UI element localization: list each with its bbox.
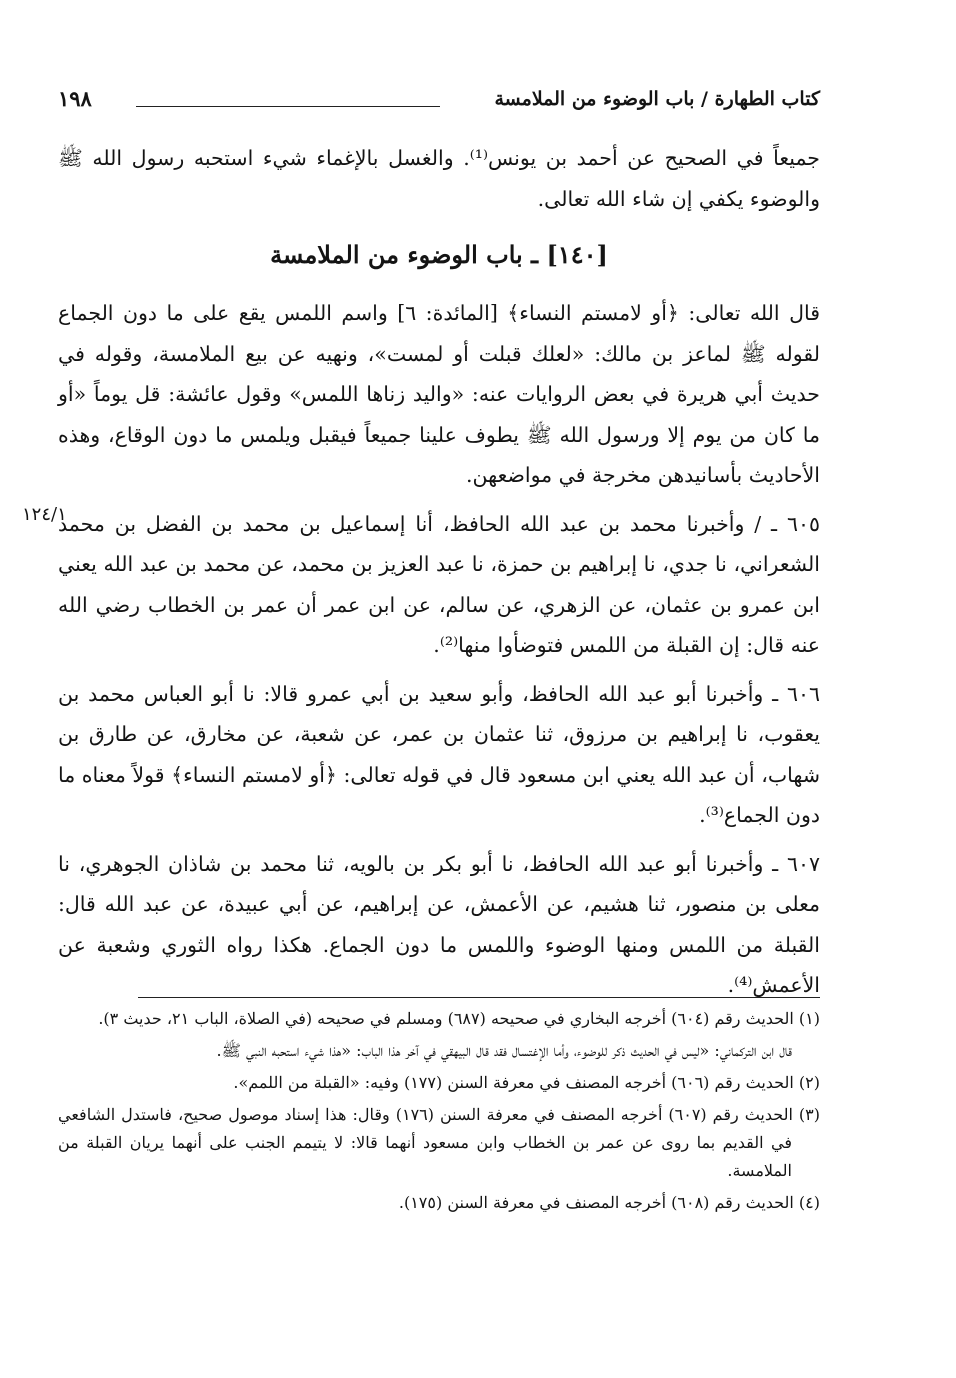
footnote-4: (٤) الحديث رقم (٦٠٨) أخرجه المصنف في معرفة السنن (١٧٥). xyxy=(398,1193,820,1212)
footnotes xyxy=(58,1005,820,1221)
footnote-1: (١) الحديث رقم (٦٠٤) أخرجه البخاري في صحيحه (٦٨٧) ومسلم في صحيحه (في الصلاة، الباب ٢١، حديث ٣). xyxy=(98,1009,820,1028)
footnotes-rule xyxy=(138,997,820,998)
hadith-605-wrap xyxy=(22,503,820,666)
hadith-606: ٦٠٦ ـ وأخبرنا أبو عبد الله الحافظ، وأبو سعيد بن أبي عمرو قالا: نا أبو العباس محمد بن يعقوب، نا إبراهيم بن مرزوق، ثنا عثمان بن عمر، عن شعبة، عن مخارق، عن طارق بن شهاب، أن عبد الله يعني ابن مسعود قال في قوله تعالى: ﴿أو لامستم النساء﴾ قولاً معناه ما دون الجماع⁽³⁾. xyxy=(58,681,820,827)
hadith-607: ٦٠٧ ـ وأخبرنا أبو عبد الله الحافظ، نا أبو بكر بن بالويه، ثنا محمد بن شاذان الجوهري، نا معلى بن منصور، ثنا هشيم، عن الأعمش، عن إبراهيم، عن أبي عبيدة، عن عبد الله قال: القبلة من اللمس ومنها الوضوء واللمس ما دون الجماع. هكذا رواه الثوري وشعبة عن الأعمش⁽⁴⁾. xyxy=(58,851,820,997)
hadith-605: ٦٠٥ ـ / وأخبرنا محمد بن عبد الله الحافظ، أنا إسماعيل بن محمد بن الفضل بن محمد الشعراني، نا جدي، نا إبراهيم بن حمزة، نا عبد العزيز بن محمد، عن محمد بن عبد الله يعني ابن عمرو بن عثمان، عن الزهري، عن سالم، عن ابن عمر أن عمر بن الخطاب رضي الله عنه قال: إن القبلة من اللمس فتوضأوا منها⁽²⁾. xyxy=(58,511,820,657)
main-text xyxy=(22,138,821,1006)
chapter-intro: قال الله تعالى: ﴿أو لامستم النساء﴾ [المائدة: ٦] واسم اللمس يقع على ما دون الجماع لقوله ﷺ لماعز بن مالك: «لعلك قبلت أو لمست»، ونهيه عن بيع الملامسة، وقوله في حديث أبي هريرة في بعض الروايات عنه: «واليد زناها اللمس» وقول عائشة: قل يوماً «أو ما كان من يوم إلا ورسول الله ﷺ يطوف علينا جميعاً فيقبل ويلمس ما دون الوقاع، وهذه الأحاديث بأسانيدهن مخرجة في مواضعهن. xyxy=(58,301,821,487)
header-title: كتاب الطهارة / باب الوضوء من الملامسة xyxy=(494,88,820,110)
footnote-2: (٢) الحديث رقم (٦٠٦) أخرجه المصنف في معرفة السنن (١٧٧) وفيه: «القبلة من اللمم». xyxy=(233,1073,820,1092)
chapter-title: [١٤٠] ـ باب الوضوء من الملامسة xyxy=(270,240,608,269)
margin-reference: ١٢٤/١ xyxy=(22,503,67,525)
footnote-3: (٣) الحديث رقم (٦٠٧) أخرجه المصنف في معرفة السنن (١٧٦) وقال: هذا إسناد موصول صحيح، فاستدل الشافعي في القديم بما روى عن عمر بن الخطاب وابن مسعود أنهما قالا: لا يتيمم الجنب على أنهما يريان القبلة من الملامسة. xyxy=(58,1105,820,1180)
page-number: ١٩٨ xyxy=(58,86,92,111)
footnote-1-continued: قال ابن التركماني: «ليس في الحديث ذكر للوضوء، وأما الإغتسال فقد قال البيهقي في آخر هذا الباب: «هذا شيء استحبه النبي ﷺ. xyxy=(216,1041,792,1060)
header-rule xyxy=(136,106,440,107)
intro-paragraph: جميعاً في الصحيح عن أحمد بن يونس⁽¹⁾. والغسل بالإغماء شيء استحبه رسول الله ﷺ والوضوء يكفي إن شاء الله تعالى. xyxy=(58,146,820,211)
running-header xyxy=(58,86,820,120)
